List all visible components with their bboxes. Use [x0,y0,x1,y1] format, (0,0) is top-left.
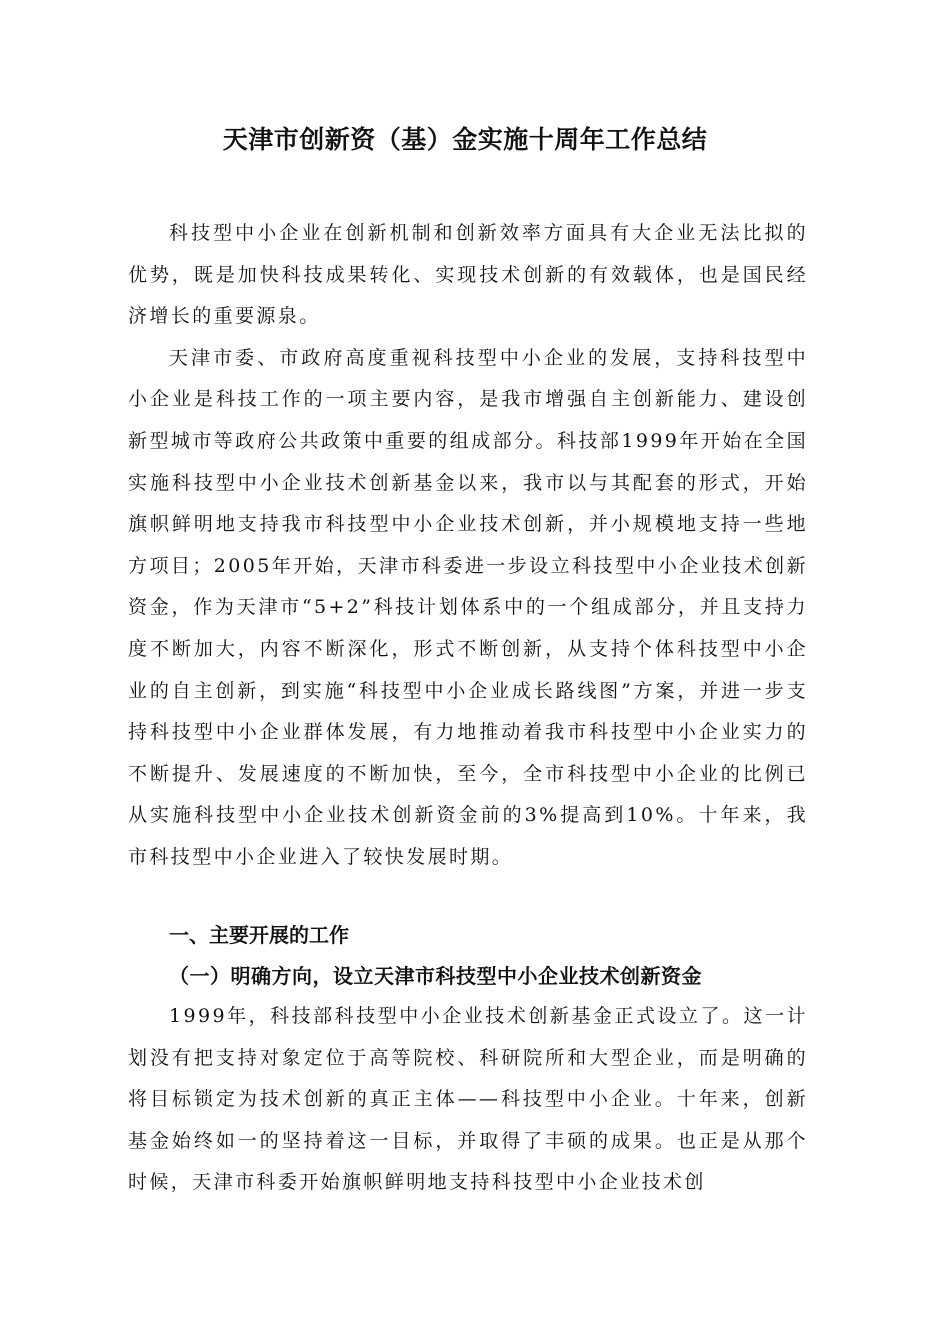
paragraph-intro: 科技型中小企业在创新机制和创新效率方面具有大企业无法比拟的优势，既是加快科技成果转化、实现技术创新的有效载体，也是国民经济增长的重要源泉。 [128,222,808,328]
document-title: 天津市创新资（基）金实施十周年工作总结 [222,125,708,154]
paragraph-subsection: 1999年，科技部科技型中小企业技术创新基金正式设立了。这一计划没有把支持对象定位于高等院校、科研院所和大型企业，而是明确的将目标锁定为技术创新的真正主体——科技型中小企业。十年来，创新基金始终如一的坚持着这一目标，并取得了丰硕的成果。也正是从那个时候，天津市科委开始旗帜鲜明地支持科技型中小企业技术创 [128,1005,808,1194]
subsection-text-block [128,996,808,1204]
subsection-heading: （一）明确方向，设立天津市科技型中小企业技术创新资金 [169,964,702,988]
paragraph-background: 天津市委、市政府高度重视科技型中小企业的发展，支持科技型中小企业是科技工作的一项主要内容，是我市增强自主创新能力、建设创新型城市等政府公共政策中重要的组成部分。科技部1999年开始在全国实施科技型中小企业技术创新基金以来，我市以与其配套的形式，开始旗帜鲜明地支持我市科技型中小企业技术创新，并小规模地支持一些地方项目；2005年开始，天津市科委进一步设立科技型中小企业技术创新资金，作为天津市“5+2”科技计划体系中的一个组成部分，并且支持力度不断加大，内容不断深化，形式不断创新，从支持个体科技型中小企业的自主创新，到实施“科技型中小企业成长路线图”方案，并进一步支持科技型中小企业群体发展，有力地推动着我市科技型中小企业实力的不断提升、发展速度的不断加快，至今，全市科技型中小企业的比例已从实施科技型中小企业技术创新资金前的3%提高到10%。十年来，我市科技型中小企业进入了较快发展时期。 [128,346,808,868]
intro-text-block [128,213,808,879]
section-heading: 一、主要开展的工作 [169,923,349,947]
